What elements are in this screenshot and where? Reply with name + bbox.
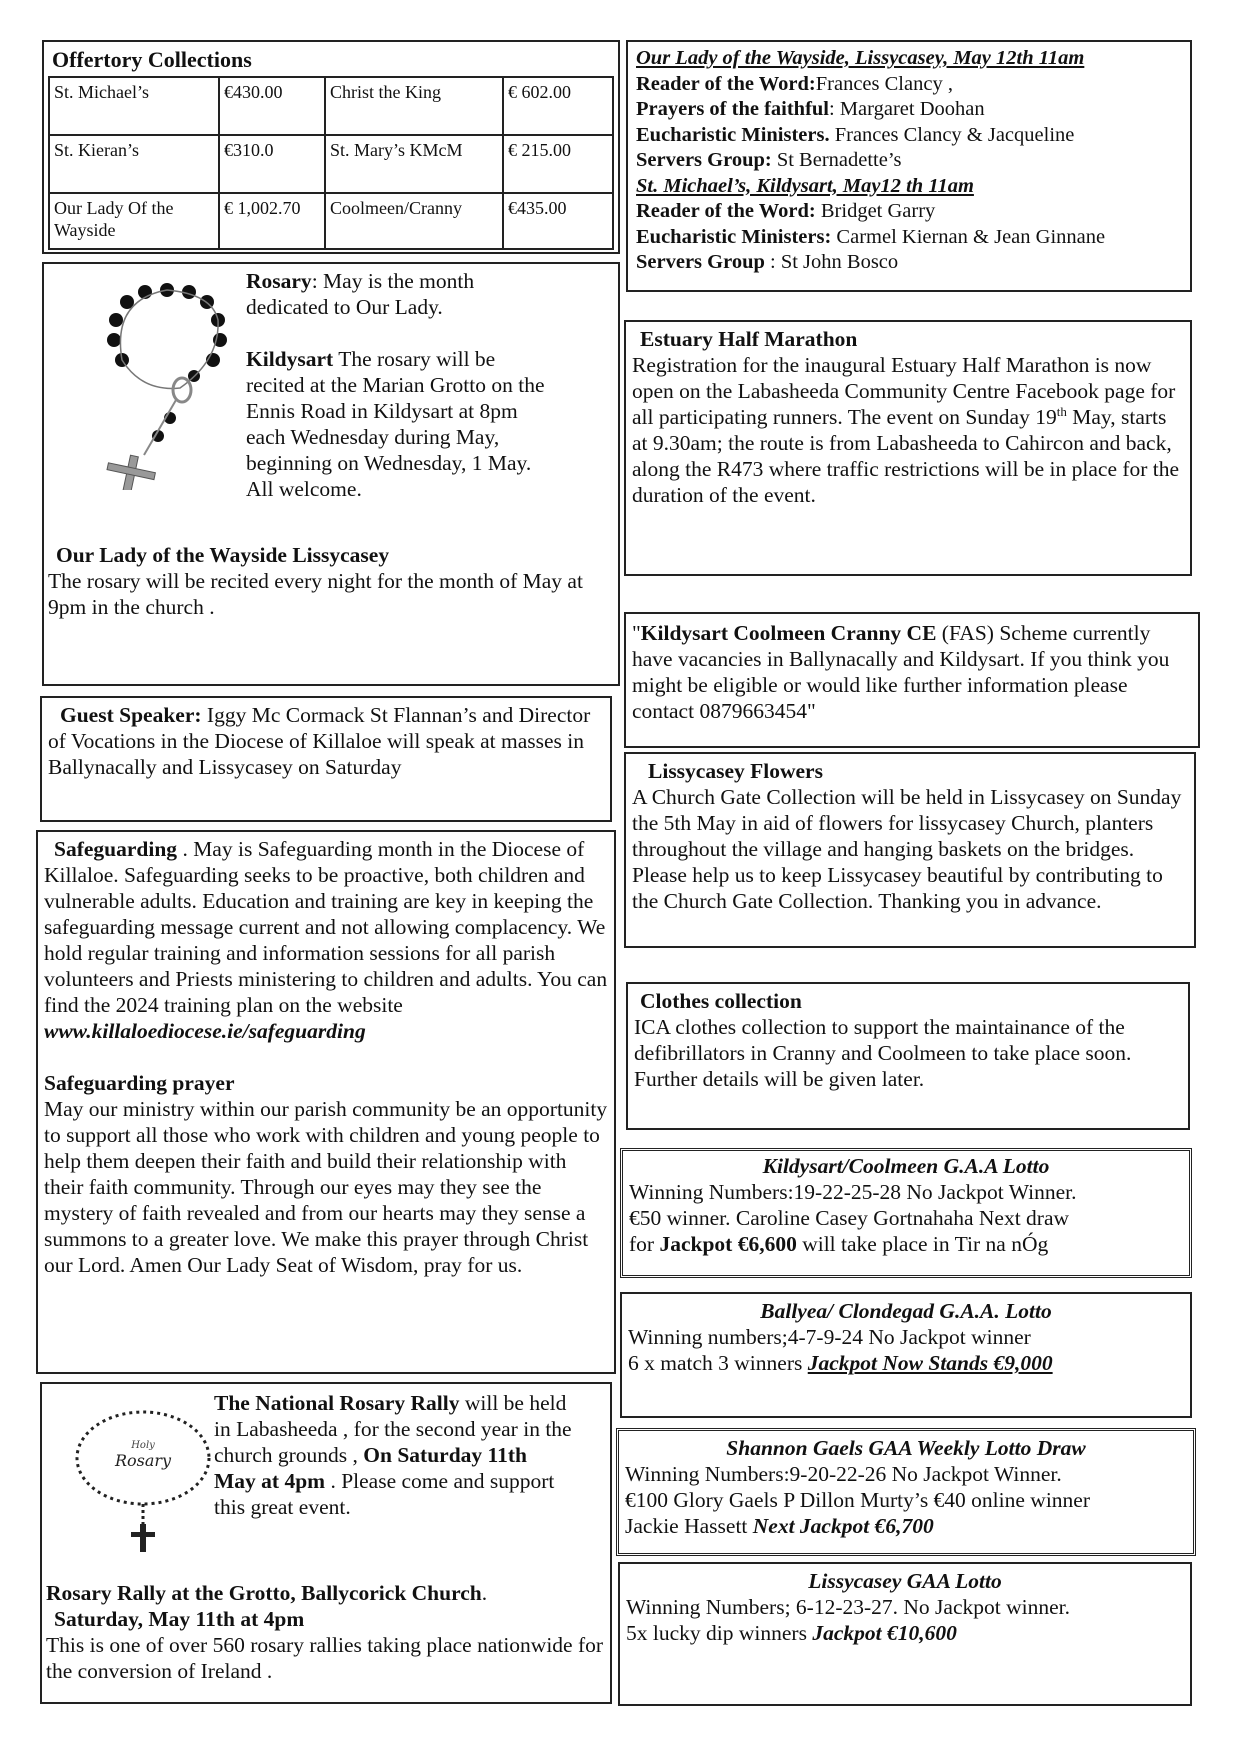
rosary-intro: : May is the month dedicated to Our Lady. [246,269,475,319]
rota-box [626,40,1192,292]
shannon-gaels-lotto-box [616,1428,1196,1556]
rosary-box [42,262,620,686]
table-cell: €435.00 [503,193,613,249]
safeguarding-box [36,830,616,1374]
grotto-heading: Rosary Rally at the Grotto, Ballycorick Church [46,1581,482,1605]
wayside-heading: Our Lady of the Wayside Lissycasey [56,543,390,567]
rally-text [214,1390,574,1520]
table-cell: € 215.00 [503,135,613,193]
table-cell: € 1,002.70 [219,193,325,249]
lotto4-heading: Lissycasey GAA Lotto [808,1569,1002,1593]
lotto4-line2: 5x lucky dip winners Jackpot €10,600 [626,1621,957,1645]
marathon-sup: th [1056,403,1067,419]
clothes-text: ICA clothes collection to support the maintainance of the defibrillators in Cranny and Coolmeen to take place soon. Further details will be given later. [634,1015,1132,1091]
rally-date: On Saturday 11th May at 4pm [214,1443,527,1493]
rota-em-1: Eucharistic Ministers. Frances Clancy & Jacqueline [636,123,1075,146]
lotto2-line2: 6 x match 3 winners Jackpot Now Stands €9,000 [628,1351,1053,1375]
rosary-rally-box [40,1382,612,1704]
lissycasey-lotto-box [618,1562,1192,1706]
table-cell: €430.00 [219,77,325,135]
lotto4-line1: Winning Numbers; 6-12-23-27. No Jackpot winner. [626,1595,1070,1619]
marathon-text-a: Registration for the inaugural Estuary Half Marathon is now open on the Labasheeda Community Centre Facebook page for all participating runners. The event on Sunday 19 [632,353,1176,429]
lotto2-heading: Ballyea/ Clondegad G.A.A. Lotto [760,1299,1052,1323]
rota-em-2: Eucharistic Ministers: Carmel Kiernan & Jean Ginnane [636,225,1106,248]
ce-text: (FAS) Scheme currently have vacancies in Ballynacally and Kildysart. If you think you might be eligible or would like further information please contact 0879663454" [632,621,1170,723]
kildysart-text: The rosary will be recited at the Marian Grotto on the Ennis Road in Kildysart at 8pm each Wednesday during May, beginning on Wednesday, 1 May. All welcome. [246,347,545,501]
ce-scheme-box [624,612,1200,748]
kildysart-lotto-box [620,1148,1192,1278]
lotto3-heading: Shannon Gaels GAA Weekly Lotto Draw [726,1436,1086,1460]
rota-heading-2: St. Michael’s, Kildysart, May12 th 11am [636,174,974,197]
rota-reader-2: Reader of the Word: Bridget Garry [636,200,936,222]
table-row [49,77,613,135]
rosary-label: Rosary [114,1451,172,1470]
table-cell: St. Kieran’s [49,135,219,193]
rota-reader-1: Reader of the Word:Frances Clancy , [636,72,953,95]
table-cell: Coolmeen/Cranny [325,193,503,249]
rosary-beads-icon [72,280,262,490]
lotto3-line1: Winning Numbers:9-20-22-26 No Jackpot Winner. [625,1462,1062,1486]
holy-rosary-icon [68,1398,218,1554]
table-cell: St. Mary’s KMcM [325,135,503,193]
grotto-period: . [481,1581,488,1605]
flowers-box [624,752,1196,948]
lotto3-line2: €100 Glory Gaels P Dillon Murty’s €40 online winner [625,1488,1091,1512]
wayside-text: The rosary will be recited every night for the month of May at 9pm in the church . [48,569,583,619]
offertory-title: Offertory Collections [52,47,252,72]
table-cell: € 602.00 [503,77,613,135]
marathon-heading: Estuary Half Marathon [640,327,858,351]
table-row [49,135,613,193]
table-row [49,193,613,249]
guest-speaker-box [40,696,612,822]
rally-text-1: will be held in Labasheeda , for the second year in the church grounds , [214,1391,572,1467]
wayside-rosary [48,542,614,620]
prayer-heading: Safeguarding prayer [44,1071,235,1095]
grotto-date: Saturday, May 11th at 4pm [54,1607,305,1631]
ballyea-lotto-box [620,1292,1192,1418]
safeguarding-link[interactable]: www.killaloediocese.ie/safeguarding [44,1019,366,1043]
clothes-box [626,982,1190,1130]
lotto1-heading: Kildysart/Coolmeen G.A.A Lotto [762,1154,1050,1178]
guest-heading: Guest Speaker: [60,703,202,727]
marathon-box [624,320,1192,576]
grotto-rally [46,1580,606,1684]
prayer-text: May our ministry within our parish community be an opportunity to support all those who work with children and young people to help them deepen their faith and build their relationship with their faith community. Through our eyes may they see the mystery of faith revealed and from our hearts may they sense a summons to a greater love. We make this prayer through Christ our Lord. Amen Our Lady Seat of Wisdom, pray for us. [44,1097,608,1277]
flowers-heading: Lissycasey Flowers [648,759,823,783]
rosary-image [72,280,262,490]
holy-rosary-image [68,1398,218,1554]
table-cell: Christ the King [325,77,503,135]
lotto2-line1: Winning numbers;4-7-9-24 No Jackpot winner [628,1325,1031,1349]
quote-mark: " [632,621,641,645]
marathon-text-b: May, starts at 9.30am; the route is from Labasheeda to Cahircon and back, along the R473 where traffic restrictions will be in place for the duration of the event. [632,405,1180,507]
rosary-text [246,268,556,502]
holy-label: Holy [131,1440,155,1451]
lotto3-line3: Jackie Hassett Next Jackpot €6,700 [625,1514,934,1538]
rally-text-2: . Please come and support this great event. [214,1469,555,1519]
lotto1-line3: for Jackpot €6,600 will take place in Tir na nÓg [629,1232,1049,1256]
ce-heading: Kildysart Coolmeen Cranny CE [640,621,937,645]
rota-heading-1: Our Lady of the Wayside, Lissycasey, May 12th 11am [636,47,1085,69]
safeguarding-text: . May is Safeguarding month in the Diocese of Killaloe. Safeguarding seeks to be proactive, both children and vulnerable adults. Education and training are key in keeping the safeguarding message current and not allowing complacency. We hold regular training and information sessions for all parish volunteers and Priests ministering to children and adults. You can find the 2024 training plan on the website [44,837,608,1017]
grotto-text: This is one of over 560 rosary rallies taking place nationwide for the conversion of Ireland . [46,1633,604,1683]
lotto1-line1: Winning Numbers:19-22-25-28 No Jackpot Winner. [629,1180,1077,1204]
offertory-table [48,76,614,250]
table-cell: St. Michael’s [49,77,219,135]
kildysart-heading: Kildysart [246,347,334,371]
table-cell: €310.0 [219,135,325,193]
rota-prayers: Prayers of the faithful: Margaret Doohan [636,98,985,120]
rota-servers-1: Servers Group: St Bernadette’s [636,149,902,171]
rosary-heading: Rosary [246,269,312,293]
clothes-heading: Clothes collection [640,989,802,1013]
rota-servers-2: Servers Group : St John Bosco [636,251,899,273]
lotto1-line2: €50 winner. Caroline Casey Gortnahaha Next draw [629,1206,1070,1230]
flowers-text: A Church Gate Collection will be held in Lissycasey on Sunday the 5th May in aid of flowers for lissycasey Church, planters throughout the village and hanging baskets on the bridges. Please help us to keep Lissycasey beautiful by contributing to the Church Gate Collection. Thanking you in advance. [632,785,1182,913]
rally-heading: The National Rosary Rally [214,1391,460,1415]
safeguarding-heading: Safeguarding [54,837,178,861]
offertory-box [42,40,620,254]
table-cell: Our Lady Of the Wayside [49,193,219,249]
guest-text: Iggy Mc Cormack St Flannan’s and Director of Vocations in the Diocese of Killaloe will speak at masses in Ballynacally and Lissycasey on Saturday [48,703,591,779]
